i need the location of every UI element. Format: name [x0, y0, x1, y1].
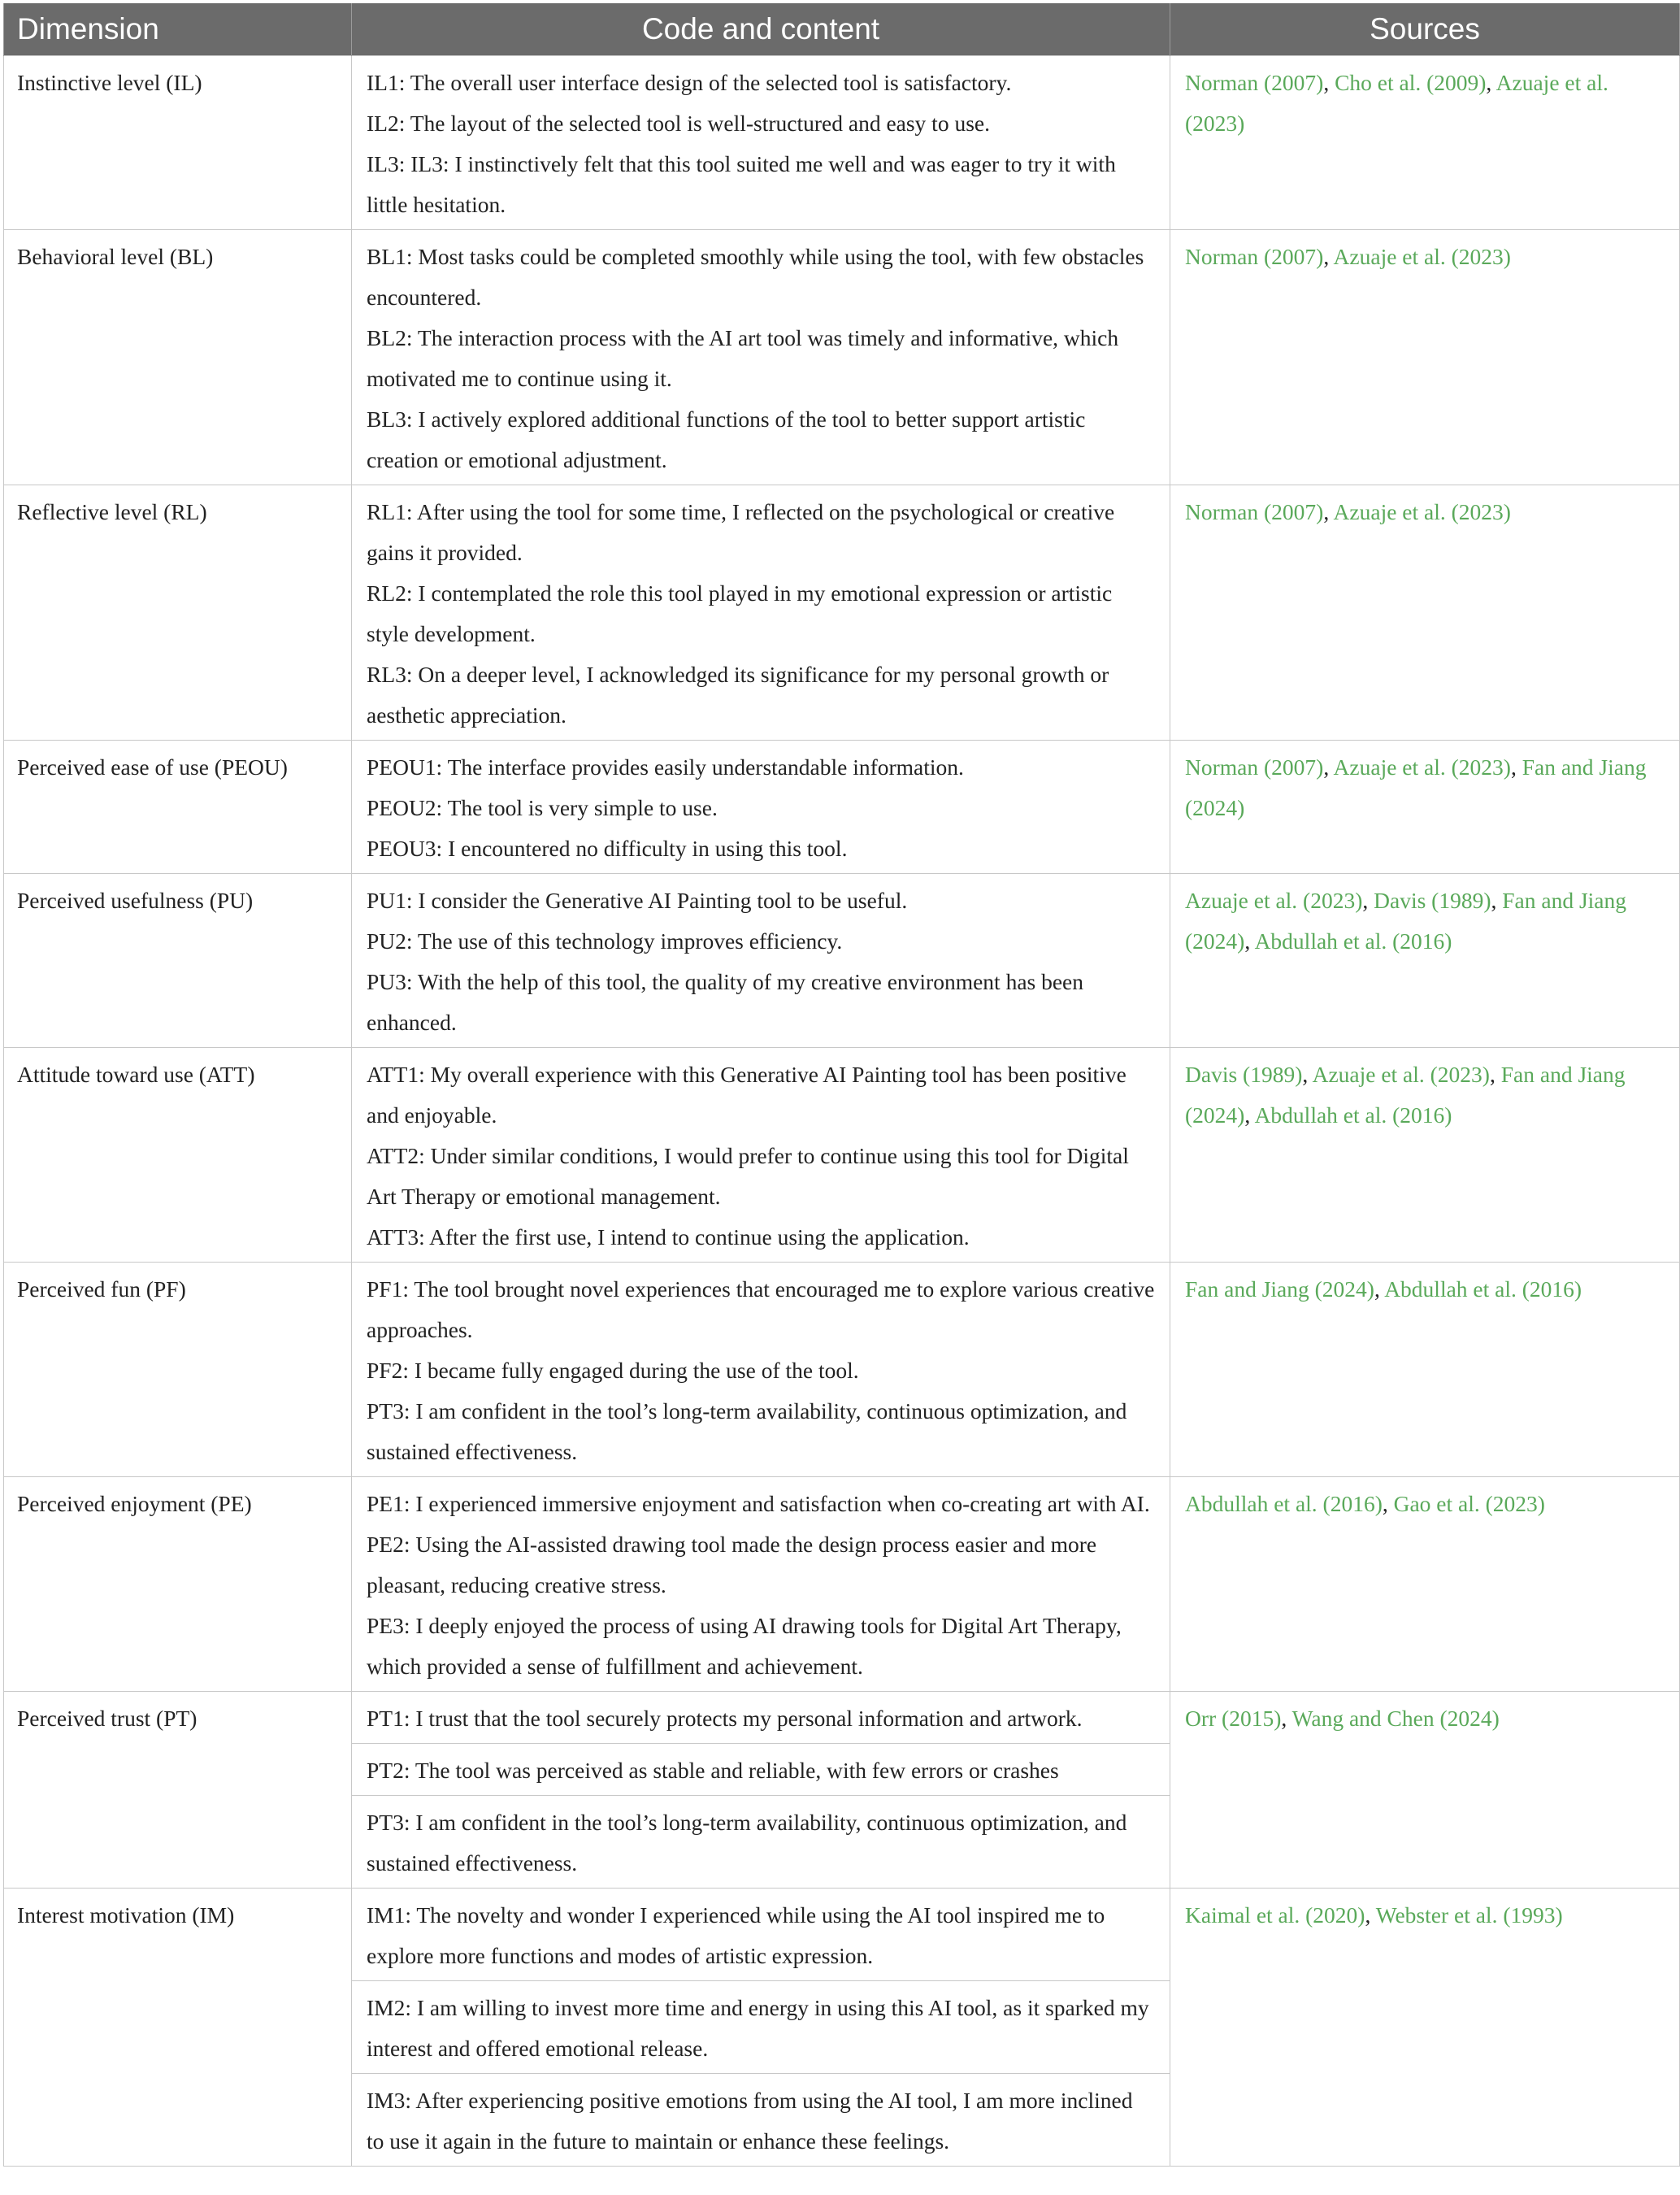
code-item: PU2: The use of this technology improves efficiency.: [367, 928, 843, 954]
code-item: IL1: The overall user interface design of the selected tool is satisfactory.: [367, 70, 1012, 95]
code-item: BL3: I actively explored additional functions of the tool to better support artistic creation or emotional adjustment.: [367, 406, 1086, 472]
code-item: PT1: I trust that the tool securely protects my personal information and artwork.: [367, 1706, 1083, 1731]
code-item: IL2: The layout of the selected tool is well-structured and easy to use.: [367, 111, 990, 136]
source-link[interactable]: Azuaje et al. (2023): [1333, 754, 1511, 780]
dimension-cell: Perceived ease of use (PEOU): [4, 741, 352, 874]
table-row: [4, 1263, 1680, 1477]
code-item: PEOU1: The interface provides easily understandable information.: [367, 754, 964, 780]
table-row: [4, 485, 1680, 741]
code-content-cell: [352, 1263, 1170, 1477]
table-body: [4, 56, 1680, 2167]
source-separator: ,: [1323, 754, 1334, 780]
sources-cell: [1170, 1692, 1680, 1889]
code-item: BL2: The interaction process with the AI art tool was timely and informative, which motivated me to continue using it.: [367, 325, 1119, 391]
sources-cell: [1170, 741, 1680, 874]
source-link[interactable]: Orr (2015): [1185, 1706, 1282, 1731]
code-content-cell: [352, 2074, 1170, 2167]
code-content-cell: [352, 1889, 1170, 1981]
code-item: PF1: The tool brought novel experiences that encouraged me to explore various creative approaches.: [367, 1276, 1155, 1342]
source-link[interactable]: Cho et al. (2009): [1335, 70, 1487, 95]
table-row: [4, 56, 1680, 230]
sources-cell: [1170, 485, 1680, 741]
source-link[interactable]: Fan and Jiang (2024): [1185, 888, 1627, 954]
source-separator: ,: [1486, 70, 1496, 95]
dimension-cell: Perceived trust (PT): [4, 1692, 352, 1889]
source-separator: ,: [1382, 1491, 1394, 1516]
code-content-cell: [352, 741, 1170, 874]
table-row: [4, 230, 1680, 485]
table-row: [4, 1889, 1680, 1981]
dimension-cell: Perceived usefulness (PU): [4, 874, 352, 1048]
code-item: RL1: After using the tool for some time, I reflected on the psychological or creative gains it provided.: [367, 499, 1115, 565]
source-link[interactable]: Wang and Chen (2024): [1291, 1706, 1500, 1731]
dimension-cell: Reflective level (RL): [4, 485, 352, 741]
sources-cell: [1170, 1889, 1680, 2167]
source-link[interactable]: Gao et al. (2023): [1393, 1491, 1545, 1516]
code-item: PE3: I deeply enjoyed the process of using AI drawing tools for Digital Art Therapy, which provided a sense of fulfillment and achievement.: [367, 1613, 1122, 1679]
source-link[interactable]: Abdullah et al. (2016): [1185, 1491, 1383, 1516]
source-separator: ,: [1365, 1902, 1376, 1928]
source-separator: ,: [1323, 70, 1335, 95]
code-content-cell: [352, 1477, 1170, 1692]
source-separator: ,: [1281, 1706, 1292, 1731]
dimension-cell: Attitude toward use (ATT): [4, 1048, 352, 1263]
code-item: PEOU2: The tool is very simple to use.: [367, 795, 718, 820]
source-separator: ,: [1491, 888, 1503, 913]
source-link[interactable]: Azuaje et al. (2023): [1333, 499, 1511, 524]
code-item: RL2: I contemplated the role this tool played in my emotional expression or artistic style development.: [367, 580, 1113, 646]
source-separator: ,: [1323, 244, 1334, 269]
code-content-cell: [352, 1692, 1170, 1744]
code-item: ATT3: After the first use, I intend to continue using the application.: [367, 1224, 970, 1250]
code-item: BL1: Most tasks could be completed smoothly while using the tool, with few obstacles encountered.: [367, 244, 1144, 310]
code-item: PT3: I am confident in the tool’s long-term availability, continuous optimization, and sustained effectiveness.: [367, 1398, 1127, 1464]
source-link[interactable]: Norman (2007): [1185, 499, 1324, 524]
code-item: PE2: Using the AI-assisted drawing tool made the design process easier and more pleasant, reducing creative stress.: [367, 1532, 1097, 1597]
table-row: [4, 874, 1680, 1048]
source-link[interactable]: Azuaje et al. (2023): [1185, 70, 1608, 136]
code-content-cell: [352, 1744, 1170, 1796]
source-link[interactable]: Norman (2007): [1185, 754, 1324, 780]
source-link[interactable]: Kaimal et al. (2020): [1185, 1902, 1365, 1928]
code-item: PU1: I consider the Generative AI Painting tool to be useful.: [367, 888, 908, 913]
source-link[interactable]: Azuaje et al. (2023): [1312, 1062, 1490, 1087]
code-item: IM2: I am willing to invest more time and energy in using this AI tool, as it sparked my interest and offered emotional release.: [367, 1995, 1149, 2061]
code-content-cell: [352, 485, 1170, 741]
source-link[interactable]: Norman (2007): [1185, 70, 1324, 95]
source-link[interactable]: Norman (2007): [1185, 244, 1324, 269]
source-link[interactable]: Abdullah et al. (2016): [1254, 1102, 1452, 1128]
code-item: IM3: After experiencing positive emotions from using the AI tool, I am more inclined to use it again in the future to maintain or enhance these feelings.: [367, 2088, 1133, 2154]
source-separator: ,: [1362, 888, 1374, 913]
header-row: [4, 3, 1680, 56]
code-content-cell: [352, 56, 1170, 230]
source-separator: ,: [1244, 928, 1255, 954]
source-link[interactable]: Abdullah et al. (2016): [1384, 1276, 1582, 1302]
source-link[interactable]: Fan and Jiang (2024): [1185, 1276, 1374, 1302]
header-dimension: Dimension: [4, 3, 352, 56]
header-code-and-content: Code and content: [352, 3, 1170, 56]
code-item: RL3: On a deeper level, I acknowledged its significance for my personal growth or aesthetic appreciation.: [367, 662, 1109, 728]
table-header: [4, 3, 1680, 56]
source-link[interactable]: Azuaje et al. (2023): [1185, 888, 1363, 913]
source-link[interactable]: Davis (1989): [1185, 1062, 1303, 1087]
sources-cell: [1170, 1263, 1680, 1477]
code-item: PF2: I became fully engaged during the use of the tool.: [367, 1358, 859, 1383]
source-link[interactable]: Fan and Jiang (2024): [1185, 754, 1647, 820]
source-separator: ,: [1374, 1276, 1385, 1302]
code-item: PT2: The tool was perceived as stable and reliable, with few errors or crashes: [367, 1758, 1059, 1783]
source-link[interactable]: Fan and Jiang (2024): [1185, 1062, 1626, 1128]
source-separator: ,: [1302, 1062, 1313, 1087]
code-item: PU3: With the help of this tool, the quality of my creative environment has been enhanced.: [367, 969, 1084, 1035]
dimension-cell: Behavioral level (BL): [4, 230, 352, 485]
dimension-cell: Perceived fun (PF): [4, 1263, 352, 1477]
source-link[interactable]: Azuaje et al. (2023): [1333, 244, 1511, 269]
code-content-cell: [352, 1048, 1170, 1263]
code-content-cell: [352, 230, 1170, 485]
code-content-cell: [352, 874, 1170, 1048]
code-item: IM1: The novelty and wonder I experienced while using the AI tool inspired me to explore more functions and modes of artistic expression.: [367, 1902, 1105, 1968]
dimension-cell: Perceived enjoyment (PE): [4, 1477, 352, 1692]
table-row: [4, 1477, 1680, 1692]
code-item: PE1: I experienced immersive enjoyment and satisfaction when co-creating art with AI.: [367, 1491, 1150, 1516]
header-sources: Sources: [1170, 3, 1680, 56]
table-row: [4, 1048, 1680, 1263]
constructs-table: [3, 3, 1680, 2167]
sources-cell: [1170, 1048, 1680, 1263]
code-item: ATT2: Under similar conditions, I would prefer to continue using this tool for Digital Art Therapy or emotional management.: [367, 1143, 1129, 1209]
sources-cell: [1170, 874, 1680, 1048]
dimension-cell: Interest motivation (IM): [4, 1889, 352, 2167]
table-row: [4, 741, 1680, 874]
source-link[interactable]: Abdullah et al. (2016): [1254, 928, 1452, 954]
source-link[interactable]: Webster et al. (1993): [1375, 1902, 1563, 1928]
code-item: ATT1: My overall experience with this Generative AI Painting tool has been positive and enjoyable.: [367, 1062, 1127, 1128]
sources-cell: [1170, 1477, 1680, 1692]
sources-cell: [1170, 56, 1680, 230]
source-separator: ,: [1323, 499, 1334, 524]
source-separator: ,: [1510, 754, 1522, 780]
source-link[interactable]: Davis (1989): [1374, 888, 1491, 913]
code-content-cell: [352, 1981, 1170, 2074]
source-separator: ,: [1244, 1102, 1255, 1128]
code-item: PEOU3: I encountered no difficulty in using this tool.: [367, 836, 848, 861]
dimension-cell: Instinctive level (IL): [4, 56, 352, 230]
code-item: PT3: I am confident in the tool’s long-term availability, continuous optimization, and sustained effectiveness.: [367, 1810, 1127, 1876]
table-row: [4, 1692, 1680, 1744]
code-content-cell: [352, 1796, 1170, 1889]
source-separator: ,: [1489, 1062, 1501, 1087]
sources-cell: [1170, 230, 1680, 485]
code-item: IL3: IL3: I instinctively felt that this tool suited me well and was eager to try it with little hesitation.: [367, 151, 1116, 217]
